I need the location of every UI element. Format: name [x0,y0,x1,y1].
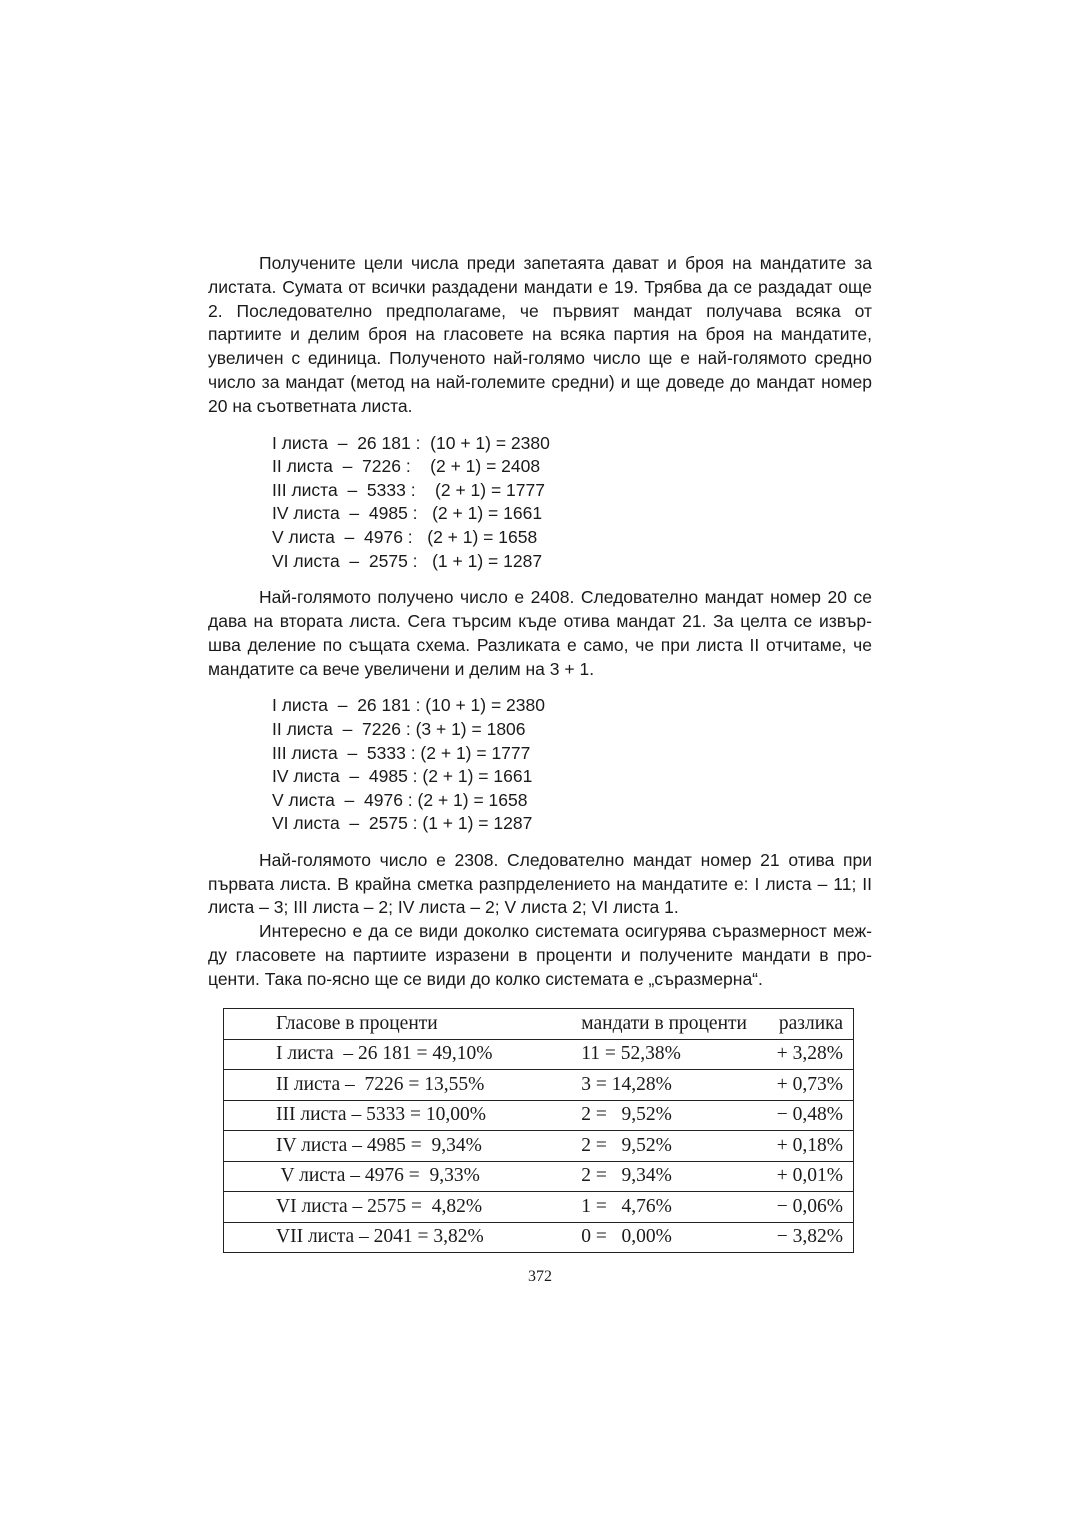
calc-row: IV листа – 4985 : (2 + 1) = 1661 [272,503,543,524]
cell-mandates: 11 = 52,38% [523,1039,776,1070]
cell-difference: − 0,06% [777,1192,854,1223]
calc-row: VI листа – 2575 : (1 + 1) = 1287 [272,813,533,834]
cell-mandates: 2 = 9,34% [523,1161,776,1192]
cell-mandates: 3 = 14,28% [523,1070,776,1101]
table-row [224,1192,854,1223]
calc-row: I листа – 26 181 : (10 + 1) = 2380 [272,695,545,716]
table-row [224,1131,854,1162]
table-row [224,1039,854,1070]
calculation-block-2 [272,694,872,836]
cell-difference: − 3,82% [777,1222,854,1253]
cell-mandates: 2 = 9,52% [523,1131,776,1162]
cell-mandates: 1 = 4,76% [523,1192,776,1223]
cell-votes: V листа – 4976 = 9,33% [224,1161,524,1192]
cell-votes: VI листа – 2575 = 4,82% [224,1192,524,1223]
table-row [224,1070,854,1101]
table-row [224,1161,854,1192]
paragraph-1: Получените цели числа преди запетаята дават и броя на мандатите за листата. Сумата от всички раздадени мандати е 19. Трябва да се раздадат още 2. Последователно предполагаме, че първият мандат получава всяка от партиите и делим броя на гласовете на всяка партия на броя на мандатите, увеличен с единица. Полученото най-голямо число ще е най-голямото средно число за мандат (метод на най-големите средни) и ще доведе до мандат номер 20 на съответната листа. [208,253,872,416]
header-difference: разлика [777,1009,854,1040]
calc-row: III листа – 5333 : (2 + 1) = 1777 [272,742,531,763]
cell-difference: + 0,73% [777,1070,854,1101]
calc-row: VI листа – 2575 : (1 + 1) = 1287 [272,550,543,571]
cell-votes: II листа – 7226 = 13,55% [224,1070,524,1101]
calc-row: IV листа – 4985 : (2 + 1) = 1661 [272,766,533,787]
cell-votes: I листа – 26 181 = 49,10% [224,1039,524,1070]
calc-row: II листа – 7226 : (3 + 1) = 1806 [272,718,526,739]
cell-mandates: 0 = 0,00% [523,1222,776,1253]
table-header-row [224,1009,854,1040]
cell-votes: VII листа – 2041 = 3,82% [224,1222,524,1253]
table-row [224,1222,854,1253]
calculation-block-1 [272,432,872,574]
cell-difference: + 0,01% [777,1161,854,1192]
results-table [223,1008,854,1253]
table-row [224,1100,854,1131]
page-body [208,252,872,992]
cell-votes: III листа – 5333 = 10,00% [224,1100,524,1131]
paragraph-2: Най-голямото получено число е 2408. Следователно мандат номер 20 се дава на втората листа. Сега търсим къде отива мандат 21. За целта се извър-шва деление по същата схема. Разликата е само, че при листа II отчитаме, че мандатите са вече увеличени и делим на 3 + 1. [208,587,872,679]
cell-difference: + 3,28% [777,1039,854,1070]
paragraph-4: Интересно е да се види доколко системата осигурява съразмерност меж-ду гласовете на партиите изразени в проценти и получените мандати в про-центи. Така по-ясно ще се види до колко системата е „съразмерна“. [208,921,872,989]
page-number: 372 [528,1268,552,1285]
cell-votes: IV листа – 4985 = 9,34% [224,1131,524,1162]
cell-mandates: 2 = 9,52% [523,1100,776,1131]
calc-row: I листа – 26 181 : (10 + 1) = 2380 [272,432,550,453]
header-mandates: мандати в проценти [523,1009,776,1040]
calc-row: V листа – 4976 : (2 + 1) = 1658 [272,526,538,547]
header-votes: Гласове в проценти [224,1009,524,1040]
calc-row: II листа – 7226 : (2 + 1) = 2408 [272,456,541,477]
cell-difference: + 0,18% [777,1131,854,1162]
cell-difference: − 0,48% [777,1100,854,1131]
calc-row: V листа – 4976 : (2 + 1) = 1658 [272,789,528,810]
paragraph-3: Най-голямото число е 2308. Следователно мандат номер 21 отива при първата листа. В крайна сметка разпрделението на мандатите е: I листа – 11; II листа – 3; III листа – 2; IV листа – 2; V листа 2; VI листа 1. [208,849,872,918]
calc-row: III листа – 5333 : (2 + 1) = 1777 [272,479,545,500]
